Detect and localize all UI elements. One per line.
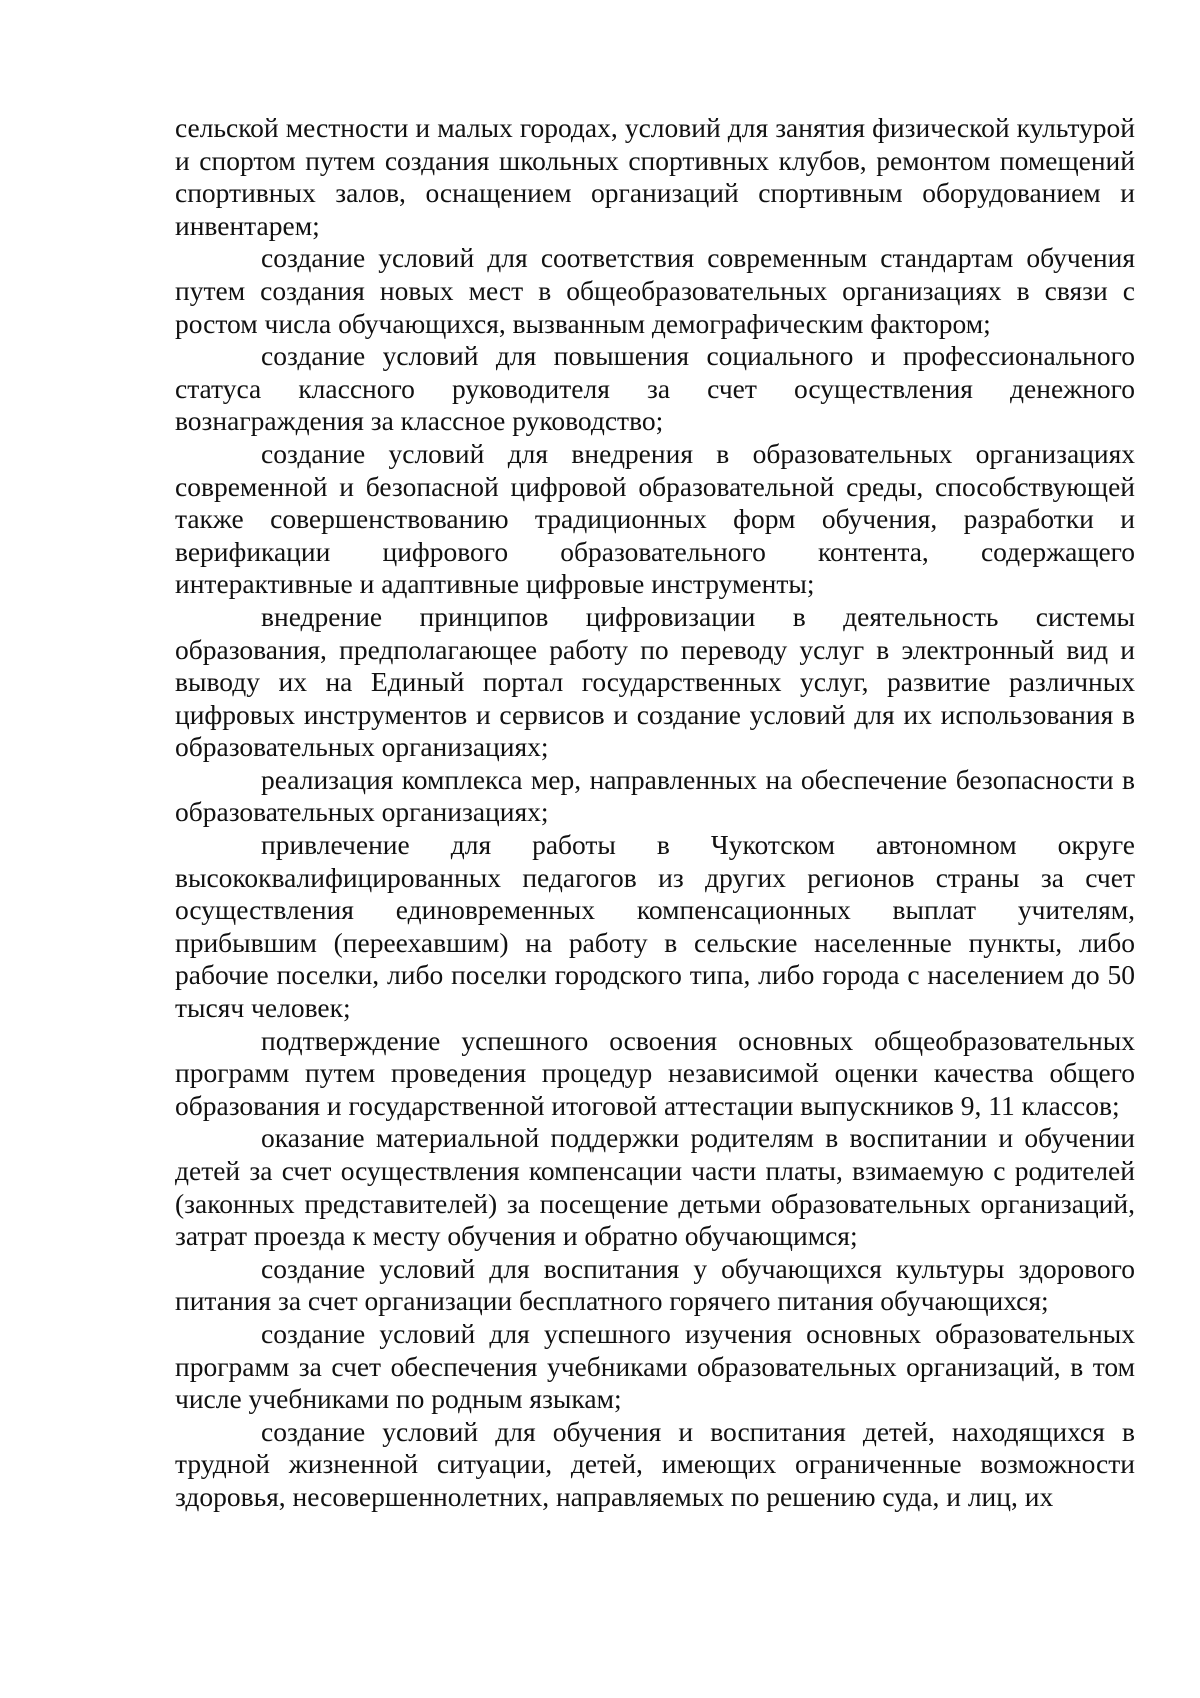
paragraph-digitalization: внедрение принципов цифровизации в деятельность системы образования, предполагающее работу по переводу услуг в электронный вид и выводу их на Единый портал государственных услуг, развитие различных цифровых инструментов и сервисов и создание условий для их использования в образовательных организациях; [175, 600, 1135, 763]
paragraph-parent-support: оказание материальной поддержки родителям в воспитании и обучении детей за счет осуществления компенсации части платы, взимаемую с родителей (законных представителей) за посещение детьми образовательных организаций, затрат проезда к месту обучения и обратно обучающимся; [175, 1122, 1135, 1252]
paragraph-difficult-situation: создание условий для обучения и воспитания детей, находящихся в трудной жизненной ситуации, детей, имеющих ограниченные возможности здоровья, несовершеннолетних, направляемых по решению суда, и лиц, их [175, 1415, 1135, 1512]
paragraph-assessment: подтверждение успешного освоения основных общеобразовательных программ путем проведения процедур независимой оценки качества общего образования и государственной итоговой аттестации выпускников 9, 11 классов; [175, 1024, 1135, 1121]
paragraph-class-teacher-status: создание условий для повышения социального и профессионального статуса классного руководителя за счет осуществления денежного вознаграждения за классное руководство; [175, 340, 1135, 437]
paragraph-modern-standards: создание условий для соответствия современным стандартам обучения путем создания новых мест в общеобразовательных организациях в связи с ростом числа обучающихся, вызванным демографическим фактором; [175, 242, 1135, 339]
document-page [175, 112, 1135, 1514]
paragraph-textbooks: создание условий для успешного изучения основных образовательных программ за счет обеспечения учебниками образовательных организаций, в том числе учебниками по родным языкам; [175, 1317, 1135, 1415]
paragraph-healthy-nutrition: создание условий для воспитания у обучающихся культуры здорового питания за счет организации бесплатного горячего питания обучающихся; [175, 1252, 1135, 1317]
paragraph-security-measures: реализация комплекса мер, направленных на обеспечение безопасности в образовательных организациях; [175, 763, 1135, 828]
paragraph-teacher-recruitment: привлечение для работы в Чукотском автономном округе высококвалифицированных педагогов из других регионов страны за счет осуществления единовременных компенсационных выплат учителям, прибывшим (переехавшим) на работу в сельские населенные пункты, либо рабочие поселки, либо поселки городского типа, либо города с населением до 50 тысяч человек; [175, 829, 1135, 1024]
paragraph-continuation: сельской местности и малых городах, условий для занятия физической культурой и спортом путем создания школьных спортивных клубов, ремонтом помещений спортивных залов, оснащением организаций спортивным оборудованием и инвентарем; [175, 112, 1135, 241]
paragraph-digital-environment: создание условий для внедрения в образовательных организациях современной и безопасной цифровой образовательной среды, способствующей также совершенствованию традиционных форм обучения, разработки и верификации цифрового образовательного контента, содержащего интерактивные и адаптивные цифровые инструменты; [175, 437, 1135, 600]
